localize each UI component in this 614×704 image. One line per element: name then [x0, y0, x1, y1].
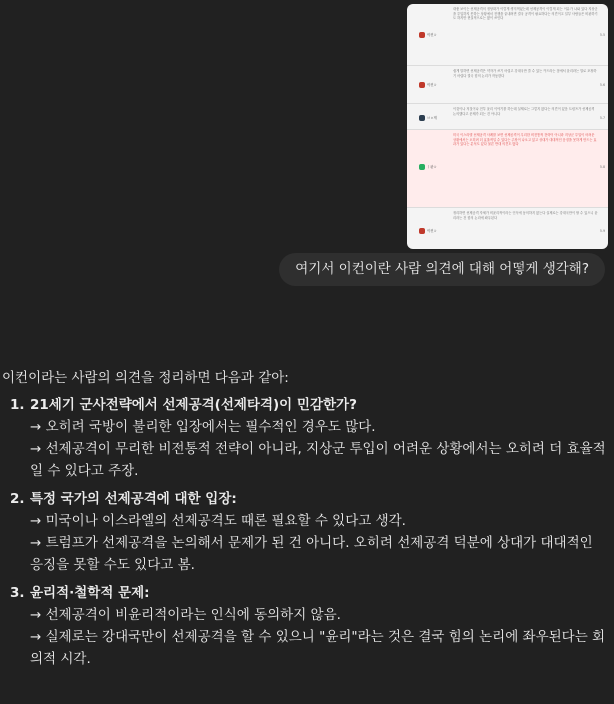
post-text: 대충 보이는 선제공격의 정당화가 이렇게 생겨먹었는데 선제공격이 이렇게 되는 이유가 나와 있다 지상군을 투입하지 못하는 상황에서 전쟁을 끝내려면 결국 공격이 필요하다는 의견이고 일부 사람들은 비판하기도 하지만 현실적으로는 많이 쓰인다	[453, 7, 598, 21]
avatar	[419, 82, 425, 88]
item-line: → 미국이나 이스라엘의 선제공격도 때론 필요할 수 있다고 생각.	[30, 513, 406, 529]
post-nick: 이컨ㅎ	[427, 229, 437, 233]
avatar	[419, 32, 425, 38]
attached-screenshot[interactable]	[407, 4, 608, 249]
post-number: 5.5	[599, 33, 605, 37]
post-nick: 이컨ㅎ	[427, 83, 437, 87]
item-heading: 윤리적·철학적 문제:	[30, 585, 150, 601]
item-number: 1.	[10, 397, 25, 413]
post-text: 이것이나 저것이나 전부 윤리 이야기를 하는데 실제로는 그렇지 않다는 의견이 있음 트럼프가 선제공격 논의했다고 문제가 되는 건 아니다	[453, 107, 595, 116]
post-nick: ㅣ판ㅎ	[427, 165, 437, 169]
item-line: → 선제공격이 무리한 비전통적 전략이 아니라, 지상군 투입이 어려운 상황에서는 오히려 더 효율적일 수 있다고 주장.	[30, 441, 606, 479]
item-number: 2.	[10, 491, 25, 507]
item-line: → 실제로는 강대국만이 선제공격을 할 수 있으니 "윤리"라는 것은 결국 힘의 논리에 좌우된다는 회의적 시각.	[30, 629, 606, 667]
avatar	[419, 228, 425, 234]
post-text: 정리하면 선제공격 자체가 비윤리적이라는 인식에 동의하지 않는다 실제로는 강대국만이 할 수 있으니 윤리라는 건 힘의 논리에 좌우된다	[453, 211, 598, 220]
post-text: 미국 이스라엘 선제공격 사례를 보면 선제공격이 무리한 비전통적 전략이 아니라 지상군 투입이 어려운 상황에서는 오히려 더 효율적일 수 있다는 주장이 나오고 있고 상대가 대대적인 응징을 못하게 만드는 효과가 있다는 분석도 있다 물론 반대 의견도 많다	[453, 133, 597, 147]
item-heading: 특정 국가의 선제공격에 대한 입장:	[30, 491, 237, 507]
item-line: → 선제공격이 비윤리적이라는 인식에 동의하지 않음.	[30, 607, 341, 623]
post-nick: 이컨ㅎ	[427, 33, 437, 37]
post-row	[407, 4, 608, 66]
avatar	[419, 164, 425, 170]
post-row	[407, 208, 608, 249]
item-line: → 트럼프가 선제공격을 논의해서 문제가 된 건 아니다. 오히려 선제공격 덕분에 상대가 대대적인 응징을 못할 수도 있다고 봄.	[30, 535, 593, 573]
post-row	[407, 104, 608, 130]
answer-intro: 이컨이라는 사람의 의견을 정리하면 다음과 같아:	[2, 370, 289, 386]
item-line: → 오히려 국방이 불리한 입장에서는 필수적인 경우도 많다.	[30, 419, 376, 435]
post-number: 5.6	[599, 83, 605, 87]
post-number: 5.8	[599, 165, 605, 169]
avatar	[419, 115, 425, 121]
post-nick: ㅂㅇ게	[427, 116, 437, 120]
post-number: 5.7	[599, 116, 605, 120]
item-number: 3.	[10, 585, 25, 601]
post-row	[407, 130, 608, 208]
post-number: 5.9	[599, 229, 605, 233]
post-text: 쉽게 말하면 선제공격은 약자가 쓰기 어렵고 강대국만 쓸 수 있는 카드라는 점에서 윤리라는 말로 포장하기 어렵다 결국 힘의 논리가 작동한다	[453, 69, 597, 78]
user-message: 여기서 이컨이란 사람 의견에 대해 어떻게 생각해?	[279, 253, 605, 286]
item-heading: 21세기 군사전략에서 선제공격(선제타격)이 민감한가?	[30, 397, 357, 413]
post-row	[407, 66, 608, 104]
